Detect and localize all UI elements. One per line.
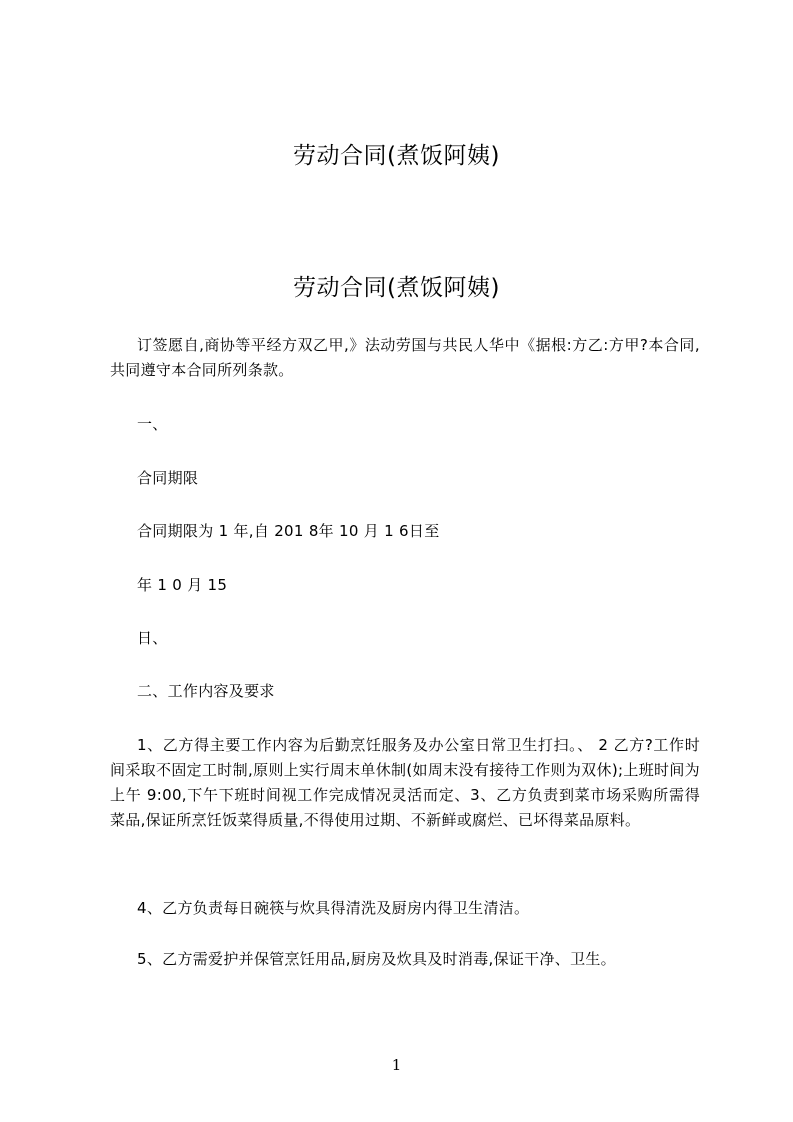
section-one-marker: 一、	[137, 415, 168, 433]
contract-term-text-continued: 年 1 0 月 15	[137, 576, 228, 594]
document-heading-main: 劳动合同(煮饭阿姨)	[293, 275, 500, 301]
section-two-heading: 二、工作内容及要求	[137, 682, 275, 700]
contract-term-day: 日、	[137, 629, 168, 647]
contract-term-text: 合同期限为 1 年,自 201 8年 10 月 1 6日至	[137, 522, 440, 540]
contract-term-heading: 合同期限	[137, 469, 199, 487]
intro-paragraph: 订签愿自,商协等平经方双乙甲,》法动劳国与共民人华中《据根:方乙:方甲?本合同,共同遵守本合同所列条款。	[110, 336, 700, 379]
page-number: 1	[391, 1056, 402, 1074]
work-item-5: 5、乙方需爱护并保管烹饪用品,厨房及炊具及时消毒,保证干净、卫生。	[137, 950, 616, 968]
work-item-4: 4、乙方负责每日碗筷与炊具得清洗及厨房内得卫生清洁。	[137, 899, 530, 917]
document-heading-top: 劳动合同(煮饭阿姨)	[293, 143, 500, 169]
work-item-paragraph: 1、乙方得主要工作内容为后勤烹饪服务及办公室日常卫生打扫。、 2 乙方?工作时间采取不固定工时制,原则上实行周末单休制(如周末没有接待工作则为双休);上班时间为上午 9:00,下午下班时间视工作完成情况灵活而定、3、乙方负责到菜市场采购所需得菜品,保证所烹饪饭菜得质量,不得使用过期、不新鲜或腐烂、已坏得菜品原料。	[110, 736, 700, 829]
